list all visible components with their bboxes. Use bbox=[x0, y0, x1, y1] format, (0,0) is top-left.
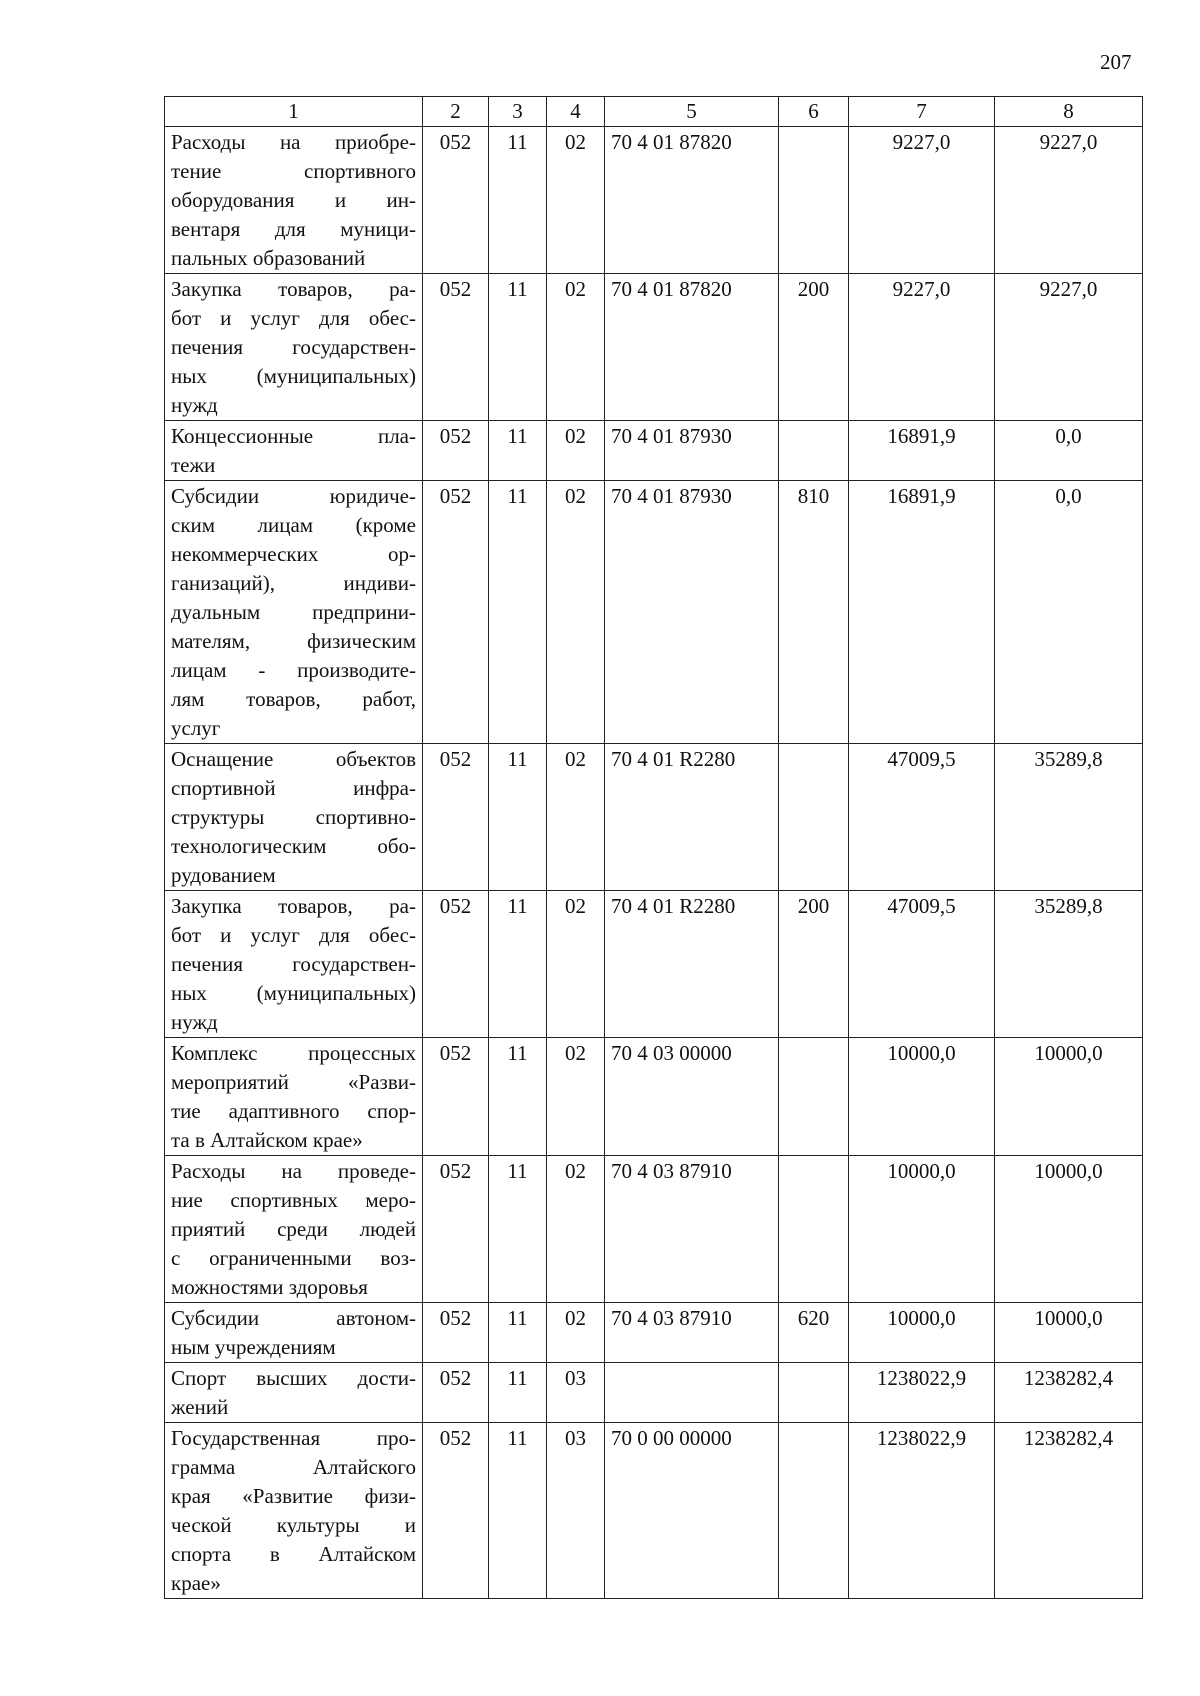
table-row bbox=[165, 1423, 1143, 1599]
section-cell: 11 bbox=[489, 744, 547, 891]
header-cell: 1 bbox=[165, 97, 423, 127]
header-cell: 8 bbox=[995, 97, 1143, 127]
amount-year1-cell: 16891,9 bbox=[849, 481, 995, 744]
amount-year2-cell: 10000,0 bbox=[995, 1038, 1143, 1156]
amount-year1-cell: 47009,5 bbox=[849, 744, 995, 891]
row-name-line: тежи bbox=[171, 453, 216, 477]
row-name-line: ческой культуры и bbox=[171, 1513, 416, 1537]
row-name-line: та в Алтайском крае» bbox=[171, 1128, 363, 1152]
section-cell: 11 bbox=[489, 274, 547, 421]
row-name-line: ние спортивных меро- bbox=[171, 1188, 416, 1212]
amount-year2-cell: 0,0 bbox=[995, 421, 1143, 481]
row-name-cell bbox=[165, 274, 423, 421]
row-name-line: спорта в Алтайском bbox=[171, 1542, 416, 1566]
amount-year1-cell: 9227,0 bbox=[849, 274, 995, 421]
expense-type-cell bbox=[779, 744, 849, 891]
row-name-line: структуры спортивно- bbox=[171, 805, 416, 829]
admin-code-cell: 052 bbox=[423, 1363, 489, 1423]
row-name-cell bbox=[165, 1363, 423, 1423]
amount-year1-cell: 10000,0 bbox=[849, 1156, 995, 1303]
table-row bbox=[165, 127, 1143, 274]
row-name-line: бот и услуг для обес- bbox=[171, 923, 416, 947]
row-name-line: ных (муниципальных) bbox=[171, 364, 416, 388]
row-name-line: Расходы на приобре- bbox=[171, 130, 416, 154]
row-name-line: тие адаптивного спор- bbox=[171, 1099, 416, 1123]
subsection-cell: 02 bbox=[547, 421, 605, 481]
row-name-cell bbox=[165, 1423, 423, 1599]
row-name-line: нужд bbox=[171, 1010, 218, 1034]
target-article-cell: 70 4 01 87930 bbox=[605, 421, 779, 481]
row-name-line: нужд bbox=[171, 393, 218, 417]
amount-year1-cell: 1238022,9 bbox=[849, 1423, 995, 1599]
amount-year2-cell: 1238282,4 bbox=[995, 1363, 1143, 1423]
row-name-cell bbox=[165, 481, 423, 744]
row-name-line: мероприятий «Разви- bbox=[171, 1070, 416, 1094]
target-article-cell: 70 4 01 87820 bbox=[605, 127, 779, 274]
row-name-line: печения государствен- bbox=[171, 952, 416, 976]
row-name-line: рудованием bbox=[171, 863, 276, 887]
subsection-cell: 02 bbox=[547, 481, 605, 744]
row-name-line: услуг bbox=[171, 716, 221, 740]
amount-year2-cell: 9227,0 bbox=[995, 127, 1143, 274]
row-name-line: жений bbox=[171, 1395, 229, 1419]
table-row bbox=[165, 274, 1143, 421]
row-name-line: бот и услуг для обес- bbox=[171, 306, 416, 330]
amount-year1-cell: 10000,0 bbox=[849, 1038, 995, 1156]
row-name-cell bbox=[165, 1156, 423, 1303]
section-cell: 11 bbox=[489, 1038, 547, 1156]
amount-year1-cell: 9227,0 bbox=[849, 127, 995, 274]
table-row bbox=[165, 481, 1143, 744]
expense-type-cell: 620 bbox=[779, 1303, 849, 1363]
section-cell: 11 bbox=[489, 891, 547, 1038]
row-name-line: технологическим обо- bbox=[171, 834, 416, 858]
subsection-cell: 02 bbox=[547, 891, 605, 1038]
row-name-line: Комплекс процессных bbox=[171, 1041, 416, 1065]
subsection-cell: 03 bbox=[547, 1423, 605, 1599]
page-number: 207 bbox=[1100, 50, 1132, 74]
amount-year1-cell: 16891,9 bbox=[849, 421, 995, 481]
expense-type-cell bbox=[779, 421, 849, 481]
subsection-cell: 02 bbox=[547, 274, 605, 421]
row-name-line: ганизаций), индиви- bbox=[171, 571, 416, 595]
row-name-line: Закупка товаров, ра- bbox=[171, 277, 416, 301]
row-name-cell bbox=[165, 421, 423, 481]
amount-year2-cell: 10000,0 bbox=[995, 1156, 1143, 1303]
row-name-line: крае» bbox=[171, 1571, 221, 1595]
row-name-line: дуальным предприни- bbox=[171, 600, 416, 624]
header-cell: 7 bbox=[849, 97, 995, 127]
budget-table bbox=[164, 96, 1143, 1599]
section-cell: 11 bbox=[489, 127, 547, 274]
target-article-cell: 70 4 03 87910 bbox=[605, 1303, 779, 1363]
amount-year2-cell: 10000,0 bbox=[995, 1303, 1143, 1363]
header-cell: 6 bbox=[779, 97, 849, 127]
subsection-cell: 02 bbox=[547, 744, 605, 891]
row-name-line: Расходы на проведе- bbox=[171, 1159, 416, 1183]
target-article-cell: 70 4 03 00000 bbox=[605, 1038, 779, 1156]
table-row bbox=[165, 1156, 1143, 1303]
subsection-cell: 02 bbox=[547, 127, 605, 274]
admin-code-cell: 052 bbox=[423, 1156, 489, 1303]
target-article-cell: 70 4 01 R2280 bbox=[605, 744, 779, 891]
admin-code-cell: 052 bbox=[423, 891, 489, 1038]
row-name-line: спортивной инфра- bbox=[171, 776, 416, 800]
section-cell: 11 bbox=[489, 1303, 547, 1363]
row-name-line: оборудования и ин- bbox=[171, 188, 416, 212]
admin-code-cell: 052 bbox=[423, 127, 489, 274]
amount-year1-cell: 47009,5 bbox=[849, 891, 995, 1038]
target-article-cell bbox=[605, 1363, 779, 1423]
admin-code-cell: 052 bbox=[423, 481, 489, 744]
row-name-cell bbox=[165, 744, 423, 891]
row-name-line: печения государствен- bbox=[171, 335, 416, 359]
row-name-line: ным учреждениям bbox=[171, 1335, 336, 1359]
section-cell: 11 bbox=[489, 1156, 547, 1303]
expense-type-cell: 200 bbox=[779, 891, 849, 1038]
expense-type-cell bbox=[779, 1363, 849, 1423]
subsection-cell: 02 bbox=[547, 1038, 605, 1156]
row-name-cell bbox=[165, 1038, 423, 1156]
admin-code-cell: 052 bbox=[423, 1423, 489, 1599]
row-name-line: тение спортивного bbox=[171, 159, 416, 183]
row-name-line: приятий среди людей bbox=[171, 1217, 416, 1241]
target-article-cell: 70 4 03 87910 bbox=[605, 1156, 779, 1303]
row-name-line: края «Развитие физи- bbox=[171, 1484, 416, 1508]
expense-type-cell bbox=[779, 127, 849, 274]
header-cell: 5 bbox=[605, 97, 779, 127]
subsection-cell: 03 bbox=[547, 1363, 605, 1423]
row-name-cell bbox=[165, 127, 423, 274]
target-article-cell: 70 4 01 87820 bbox=[605, 274, 779, 421]
table-row bbox=[165, 421, 1143, 481]
section-cell: 11 bbox=[489, 1423, 547, 1599]
header-cell: 4 bbox=[547, 97, 605, 127]
subsection-cell: 02 bbox=[547, 1156, 605, 1303]
row-name-line: Субсидии юридиче- bbox=[171, 484, 416, 508]
amount-year2-cell: 35289,8 bbox=[995, 744, 1143, 891]
table-row bbox=[165, 744, 1143, 891]
row-name-line: ных (муниципальных) bbox=[171, 981, 416, 1005]
amount-year1-cell: 10000,0 bbox=[849, 1303, 995, 1363]
subsection-cell: 02 bbox=[547, 1303, 605, 1363]
target-article-cell: 70 4 01 87930 bbox=[605, 481, 779, 744]
admin-code-cell: 052 bbox=[423, 1038, 489, 1156]
section-cell: 11 bbox=[489, 481, 547, 744]
row-name-line: лицам - производите- bbox=[171, 658, 416, 682]
header-cell: 3 bbox=[489, 97, 547, 127]
table-row bbox=[165, 1303, 1143, 1363]
admin-code-cell: 052 bbox=[423, 421, 489, 481]
row-name-line: некоммерческих ор- bbox=[171, 542, 416, 566]
row-name-line: Спорт высших дости- bbox=[171, 1366, 416, 1390]
expense-type-cell: 200 bbox=[779, 274, 849, 421]
expense-type-cell bbox=[779, 1156, 849, 1303]
admin-code-cell: 052 bbox=[423, 744, 489, 891]
table-row bbox=[165, 1038, 1143, 1156]
admin-code-cell: 052 bbox=[423, 1303, 489, 1363]
target-article-cell: 70 0 00 00000 bbox=[605, 1423, 779, 1599]
row-name-line: с ограниченными воз- bbox=[171, 1246, 416, 1270]
target-article-cell: 70 4 01 R2280 bbox=[605, 891, 779, 1038]
amount-year2-cell: 1238282,4 bbox=[995, 1423, 1143, 1599]
amount-year2-cell: 0,0 bbox=[995, 481, 1143, 744]
amount-year2-cell: 9227,0 bbox=[995, 274, 1143, 421]
row-name-line: мателям, физическим bbox=[171, 629, 416, 653]
header-cell: 2 bbox=[423, 97, 489, 127]
expense-type-cell bbox=[779, 1423, 849, 1599]
row-name-line: ским лицам (кроме bbox=[171, 513, 416, 537]
table-row bbox=[165, 891, 1143, 1038]
row-name-cell bbox=[165, 891, 423, 1038]
section-cell: 11 bbox=[489, 1363, 547, 1423]
row-name-line: Субсидии автоном- bbox=[171, 1306, 416, 1330]
table-header-row bbox=[165, 97, 1143, 127]
admin-code-cell: 052 bbox=[423, 274, 489, 421]
row-name-line: вентаря для муници- bbox=[171, 217, 416, 241]
row-name-line: можностями здоровья bbox=[171, 1275, 368, 1299]
section-cell: 11 bbox=[489, 421, 547, 481]
expense-type-cell: 810 bbox=[779, 481, 849, 744]
row-name-line: пальных образований bbox=[171, 246, 366, 270]
amount-year1-cell: 1238022,9 bbox=[849, 1363, 995, 1423]
row-name-line: Государственная про- bbox=[171, 1426, 416, 1450]
row-name-line: Оснащение объектов bbox=[171, 747, 416, 771]
row-name-line: грамма Алтайского bbox=[171, 1455, 416, 1479]
expense-type-cell bbox=[779, 1038, 849, 1156]
amount-year2-cell: 35289,8 bbox=[995, 891, 1143, 1038]
row-name-line: Концессионные пла- bbox=[171, 424, 416, 448]
table-row bbox=[165, 1363, 1143, 1423]
row-name-line: лям товаров, работ, bbox=[171, 687, 416, 711]
row-name-line: Закупка товаров, ра- bbox=[171, 894, 416, 918]
row-name-cell bbox=[165, 1303, 423, 1363]
